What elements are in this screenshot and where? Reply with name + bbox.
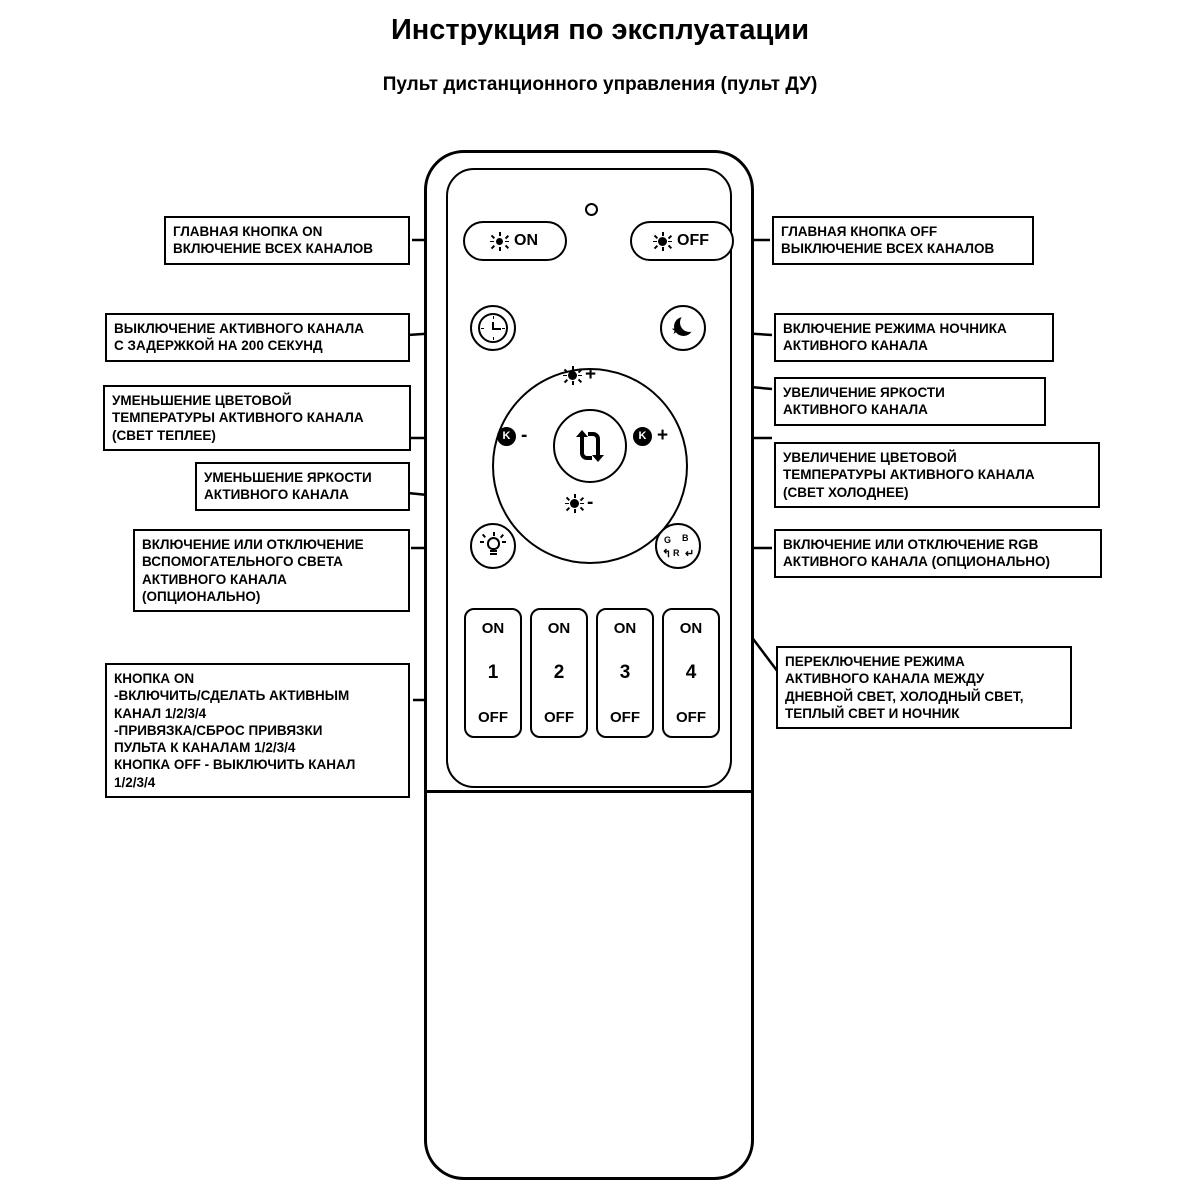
callout-line: АКТИВНОГО КАНАЛА: [783, 402, 928, 418]
kelvin-icon: K: [633, 427, 652, 446]
callout-line: КНОПКА OFF - ВЫКЛЮЧИТЬ КАНАЛ: [114, 757, 356, 773]
callout-line: (СВЕТ ХОЛОДНЕЕ): [783, 484, 909, 500]
cct-down-button[interactable]: [497, 425, 527, 447]
night-mode-button[interactable]: [660, 305, 706, 351]
callout-line: АКТИВНОГО КАНАЛА: [783, 338, 928, 354]
timer-button[interactable]: [470, 305, 516, 351]
callout-line: ПЕРЕКЛЮЧЕНИЕ РЕЖИМА: [785, 654, 965, 669]
aux-light-button[interactable]: [470, 523, 516, 569]
callout-line: (ОПЦИОНАЛЬНО): [142, 588, 261, 604]
callout-line: ВЫКЛЮЧЕНИЕ ВСЕХ КАНАЛОВ: [781, 241, 995, 257]
rgb-cycle-icon: G B R ↵ ↰: [662, 533, 695, 560]
callout-line: УМЕНЬШЕНИЕ ЦВЕТОВОЙ: [112, 393, 292, 408]
main-off-label: OFF: [677, 232, 709, 249]
main-off-button[interactable]: [630, 221, 734, 261]
channel-number: 2: [553, 662, 565, 683]
callout-line: КНОПКА ON: [114, 671, 195, 686]
channel-on-label: ON: [679, 620, 703, 637]
callout-line: ВКЛЮЧЕНИЕ ИЛИ ОТКЛЮЧЕНИЕ RGB: [783, 537, 1039, 552]
cct-down-label: -: [521, 425, 528, 446]
cct-up-label: +: [657, 425, 669, 446]
channel-button-1[interactable]: [464, 608, 522, 738]
callout-brightness-up: [774, 377, 1046, 426]
ir-led-indicator: [585, 203, 598, 216]
callout-line: 1/2/3/4: [114, 774, 156, 790]
channel-number: 3: [619, 662, 631, 683]
brightness-up-button[interactable]: [565, 364, 596, 386]
rgb-b-label: B: [682, 533, 689, 543]
main-on-label: ON: [514, 232, 538, 249]
callout-line: АКТИВНОГО КАНАЛА (ОПЦИОНАЛЬНО): [783, 554, 1050, 570]
mode-switch-button[interactable]: [553, 409, 627, 483]
channel-off-label: OFF: [478, 709, 508, 726]
channel-number: 4: [685, 662, 697, 683]
callout-line: ВКЛЮЧЕНИЕ РЕЖИМА НОЧНИКА: [783, 321, 1007, 336]
sun-filled-icon: [567, 496, 582, 511]
callout-line: АКТИВНОГО КАНАЛА: [204, 487, 349, 503]
callout-line: ГЛАВНАЯ КНОПКА ON: [173, 224, 323, 239]
callout-line: ВКЛЮЧЕНИЕ ИЛИ ОТКЛЮЧЕНИЕ: [142, 537, 364, 552]
moon-star-icon: ★: [670, 315, 696, 341]
callout-main-off: [772, 216, 1034, 265]
kelvin-icon: K: [497, 427, 516, 446]
rgb-g-label: G: [664, 535, 672, 545]
callout-rgb: [774, 529, 1102, 578]
callout-cct-up: [774, 442, 1100, 508]
callout-line: (СВЕТ ТЕПЛЕЕ): [112, 427, 216, 443]
callout-channels: [105, 663, 410, 798]
cycle-arrows-icon: [570, 426, 610, 466]
callout-line: ВСПОМОГАТЕЛЬНОГО СВЕТА: [142, 554, 343, 570]
sun-filled-icon: [565, 368, 580, 383]
callout-line: ГЛАВНАЯ КНОПКА OFF: [781, 224, 938, 239]
callout-line: ТЕМПЕРАТУРЫ АКТИВНОГО КАНАЛА: [783, 467, 1035, 483]
callout-line: ДНЕВНОЙ СВЕТ, ХОЛОДНЫЙ СВЕТ,: [785, 688, 1024, 704]
channel-button-2[interactable]: [530, 608, 588, 738]
callout-line: АКТИВНОГО КАНАЛА: [142, 571, 287, 587]
callout-line: ТЕПЛЫЙ СВЕТ И НОЧНИК: [785, 705, 960, 721]
channel-on-label: ON: [481, 620, 505, 637]
callout-timer: [105, 313, 410, 362]
clock-icon: [478, 313, 508, 343]
brightness-up-label: +: [585, 364, 597, 385]
cct-up-button[interactable]: [633, 425, 668, 447]
callout-night: [774, 313, 1054, 362]
page-title: Инструкция по эксплуатации: [390, 14, 810, 46]
callout-line: ВЫКЛЮЧЕНИЕ АКТИВНОГО КАНАЛА: [114, 321, 364, 336]
sun-filled-icon: [655, 234, 670, 249]
brightness-down-button[interactable]: [567, 492, 593, 514]
channel-number: 1: [487, 662, 499, 683]
remote-divider: [424, 790, 754, 793]
light-bulb-icon: [480, 532, 506, 560]
channel-off-label: OFF: [544, 709, 574, 726]
callout-line: АКТИВНОГО КАНАЛА МЕЖДУ: [785, 671, 985, 687]
callout-mode-switch: [776, 646, 1072, 729]
callout-brightness-down: [195, 462, 410, 511]
callout-line: -ВКЛЮЧИТЬ/СДЕЛАТЬ АКТИВНЫМ: [114, 688, 350, 704]
channel-off-label: OFF: [676, 709, 706, 726]
rgb-r-label: R: [673, 548, 680, 558]
callout-line: ПУЛЬТА К КАНАЛАМ 1/2/3/4: [114, 740, 296, 756]
channel-button-4[interactable]: [662, 608, 720, 738]
channel-on-label: ON: [613, 620, 637, 637]
callout-line: ВКЛЮЧЕНИЕ ВСЕХ КАНАЛОВ: [173, 241, 374, 257]
callout-aux-light: [133, 529, 410, 612]
callout-line: ТЕМПЕРАТУРЫ АКТИВНОГО КАНАЛА: [112, 410, 364, 426]
callout-line: УМЕНЬШЕНИЕ ЯРКОСТИ: [204, 470, 372, 485]
callout-line: УВЕЛИЧЕНИЕ ЯРКОСТИ: [783, 385, 945, 400]
channel-on-label: ON: [547, 620, 571, 637]
brightness-down-label: -: [587, 492, 594, 513]
callout-main-on: [164, 216, 410, 265]
channel-off-label: OFF: [610, 709, 640, 726]
callout-line: -ПРИВЯЗКА/СБРОС ПРИВЯЗКИ: [114, 722, 323, 738]
sun-outline-icon: [492, 234, 507, 249]
main-on-button[interactable]: [463, 221, 567, 261]
callout-line: С ЗАДЕРЖКОЙ НА 200 СЕКУНД: [114, 338, 323, 354]
page-subtitle: Пульт дистанционного управления (пульт ДУ): [382, 74, 818, 95]
channel-button-3[interactable]: [596, 608, 654, 738]
callout-cct-down: [103, 385, 411, 451]
callout-line: КАНАЛ 1/2/3/4: [114, 705, 207, 721]
callout-line: УВЕЛИЧЕНИЕ ЦВЕТОВОЙ: [783, 450, 957, 465]
